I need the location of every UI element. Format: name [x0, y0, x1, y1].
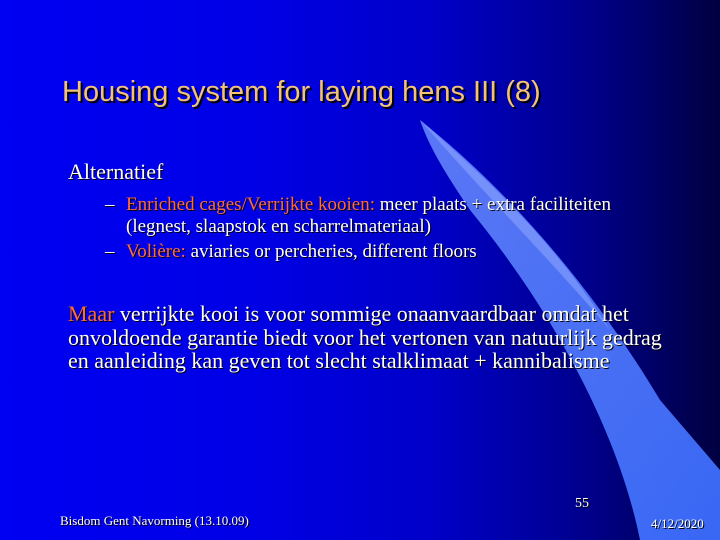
paragraph-text: verrijkte kooi is voor sommige onaanvaardbaar omdat het onvoldoende garantie biedt voor het vertonen van natuurlijk gedrag en aanleiding kan geven tot slecht stalklimaat + kannibalisme	[68, 301, 662, 373]
slide-title: Housing system for laying hens III (8)	[62, 76, 541, 108]
sub-bullet-highlight: Volière:	[126, 241, 186, 262]
footer-date: 4/12/2020	[651, 516, 704, 531]
sub-bullet-text: aviaries or percheries, different floors	[185, 241, 477, 262]
sub-bullet-text: meer plaats + extra faciliteiten (legnest, slaapstok en scharrelmateriaal)	[126, 194, 611, 237]
sub-bullet-voliere	[105, 241, 665, 263]
sub-bullet-enriched-cages	[105, 194, 665, 238]
page-number: 55	[575, 496, 589, 511]
bullet-alternatief: Alternatief	[68, 159, 164, 184]
footer-source: Bisdom Gent Navorming (13.10.09)	[60, 513, 249, 528]
sub-bullet-list	[105, 194, 665, 266]
dash-marker: –	[105, 194, 115, 215]
paragraph-highlight: Maar	[68, 301, 115, 326]
dash-marker: –	[105, 241, 115, 262]
body-paragraph	[68, 302, 668, 373]
sub-bullet-highlight: Enriched cages/Verrijkte kooien:	[126, 194, 376, 215]
